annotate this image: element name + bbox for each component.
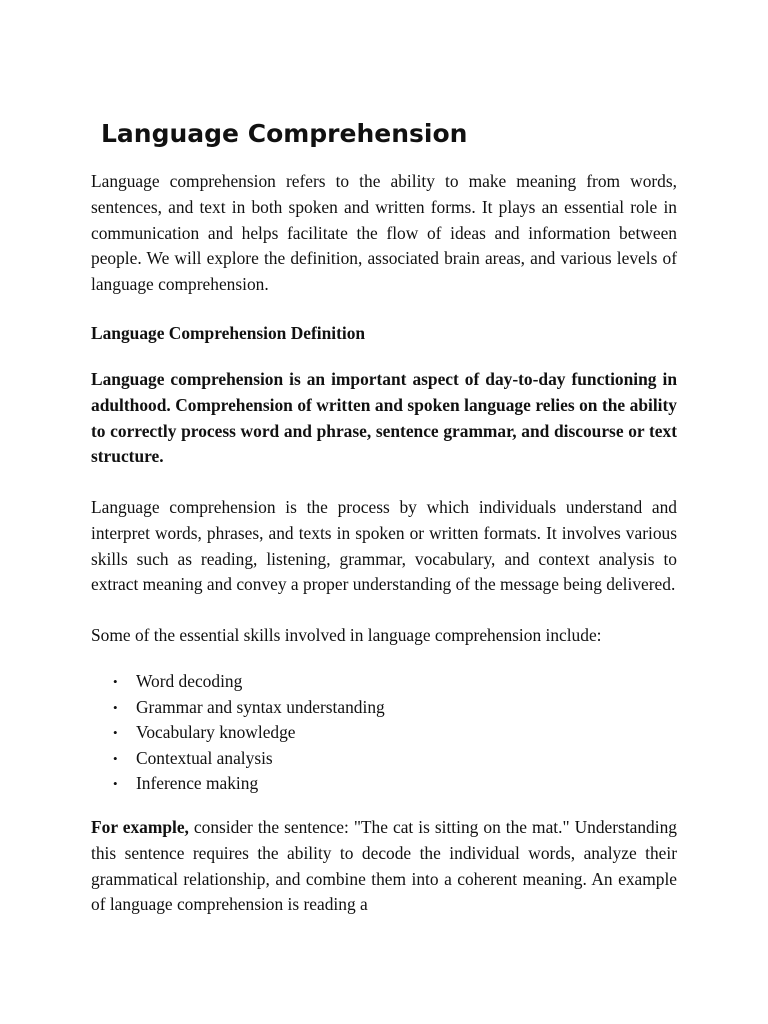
list-item-label: Inference making	[136, 773, 259, 794]
skills-lead-text: Some of the essential skills involved in language comprehension include:	[91, 625, 602, 645]
list-item	[91, 771, 385, 797]
list-item-label: Word decoding	[136, 671, 243, 691]
page-title: Language Comprehension	[101, 119, 468, 148]
definition-paragraph: Language comprehension is an important aspect of day-to-day functioning in adulthood. Comprehension of written and spoken language relies on the ability to correctly process word and phrase, sentence grammar, and discourse or text structure.	[91, 369, 677, 467]
list-item	[91, 669, 385, 695]
bullet-icon: •	[113, 750, 118, 766]
process-paragraph: Language comprehension is the process by which individuals understand and interpret words, phrases, and texts in spoken or written formats. It involves various skills such as reading, listening, grammar, vocabulary, and context analysis to extract meaning and convey a proper understanding of the message being delivered.	[91, 497, 677, 595]
bullet-icon: •	[113, 699, 118, 715]
list-item	[91, 746, 385, 772]
bullet-icon: •	[113, 725, 118, 741]
bullet-icon: •	[113, 776, 118, 792]
definition-heading: Language Comprehension Definition	[91, 323, 366, 343]
example-text: consider the sentence: "The cat is sitting on the mat." Understanding this sentence requires the ability to decode the individual words, analyze their grammatical relationship, and combine them into a coherent meaning. An example of language comprehension is reading a	[91, 817, 677, 915]
list-item-label: Grammar and syntax understanding	[136, 696, 385, 717]
bullet-icon: •	[113, 674, 118, 689]
example-paragraph	[91, 815, 677, 918]
example-label: For example,	[91, 817, 189, 837]
list-item	[91, 720, 385, 746]
skills-list	[91, 669, 385, 797]
list-item-label: Vocabulary knowledge	[136, 722, 296, 743]
list-item-label: Contextual analysis	[136, 747, 273, 768]
list-item	[91, 695, 385, 721]
intro-paragraph: Language comprehension refers to the ability to make meaning from words, sentences, and text in both spoken and written forms. It plays an essential role in communication and helps facilitate the flow of ideas and information between people. We will explore the definition, associated brain areas, and various levels of language comprehension.	[91, 171, 677, 295]
